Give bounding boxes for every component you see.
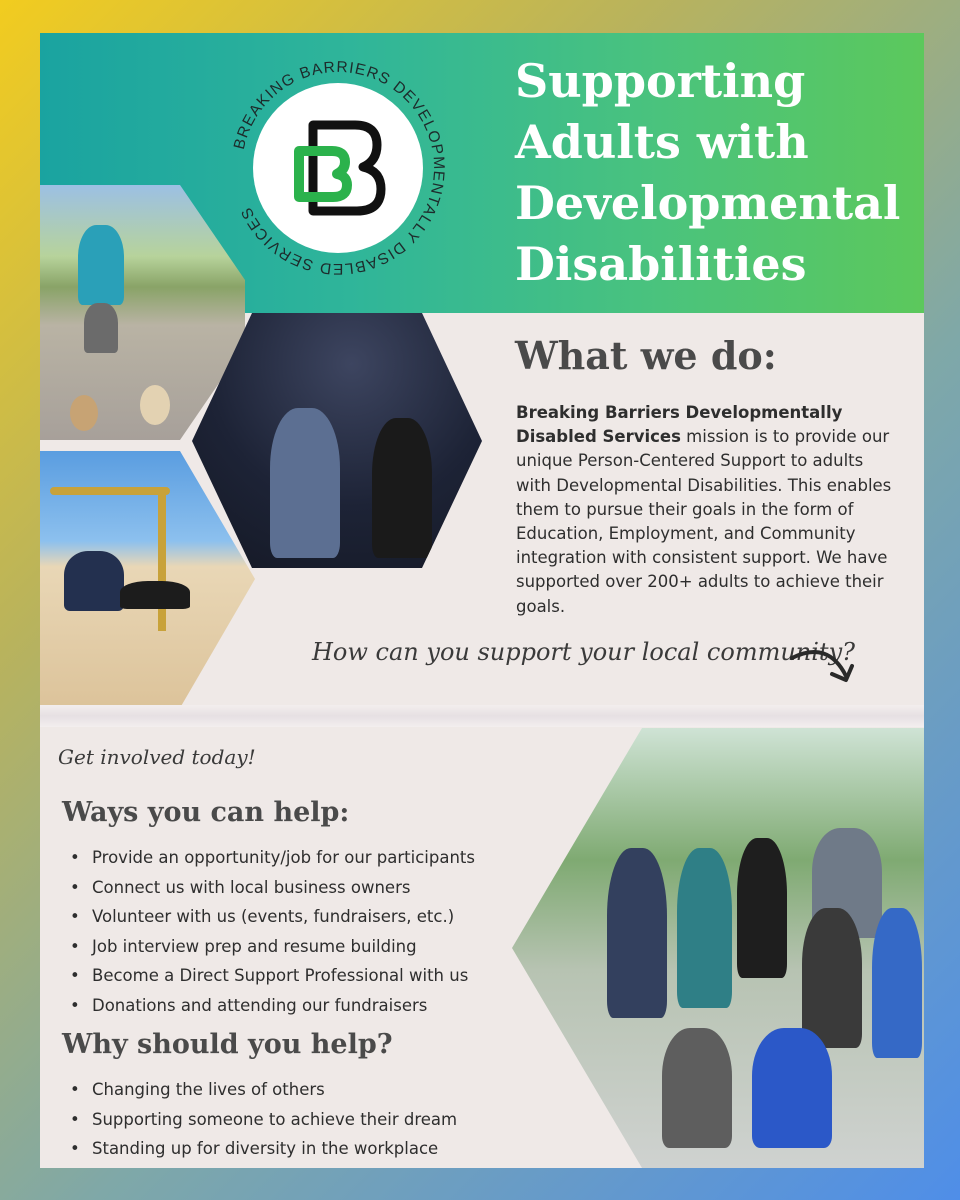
mission-text: mission is to provide our unique Person-Centered Support to adults with Developmental Disabilities. This enables them to pursue their goals in the form of Education, Employment, and Community integration with consistent support. We have supported over 200+ adults to achieve their goals. <box>516 427 892 616</box>
title-line-1: Supporting <box>515 54 806 108</box>
list-item: • Connect us with local business owners <box>68 873 475 903</box>
list-item: • Supporting someone to achieve their dream <box>68 1105 457 1135</box>
ways-heading: Ways you can help: <box>62 797 350 828</box>
list-item: • Donations and attending our fundraisers <box>68 991 475 1021</box>
list-item: • Provide an opportunity/job for our participants <box>68 843 475 873</box>
list-item: • Changing the lives of others <box>68 1075 457 1105</box>
mission-paragraph <box>516 401 896 619</box>
flyer-card <box>40 33 924 1168</box>
get-involved-tagline: Get involved today! <box>58 745 256 769</box>
community-question: How can you support your local community? <box>312 638 855 666</box>
title-line-2: Adults with <box>515 115 809 169</box>
photo-boxing-training <box>192 313 482 568</box>
what-we-do-heading: What we do: <box>515 333 777 378</box>
svg-text:BREAKING BARRIERS DEVELOPMENTA: BREAKING BARRIERS DEVELOPMENTALLY DISABLED SERVICES <box>230 58 448 278</box>
list-item: • Standing up for diversity in the workplace <box>68 1134 457 1164</box>
list-item: • Become a Direct Support Professional with us <box>68 961 475 991</box>
photo-group-of-participants <box>512 728 924 1168</box>
breaking-barriers-logo-icon <box>225 55 451 281</box>
why-heading: Why should you help? <box>62 1029 393 1060</box>
section-divider <box>40 705 924 727</box>
list-item: • Job interview prep and resume building <box>68 932 475 962</box>
title-line-4: Disabilities <box>515 237 807 291</box>
list-item: • Volunteer with us (events, fundraisers, etc.) <box>68 902 475 932</box>
ways-list <box>68 843 475 1020</box>
title-line-3: Developmental <box>515 176 901 230</box>
why-list <box>68 1075 457 1164</box>
organization-name: Breaking Barriers Developmentally Disabled Services <box>516 403 843 447</box>
organization-logo <box>225 55 451 281</box>
curved-arrow-icon <box>788 638 858 698</box>
page-title <box>515 51 915 295</box>
